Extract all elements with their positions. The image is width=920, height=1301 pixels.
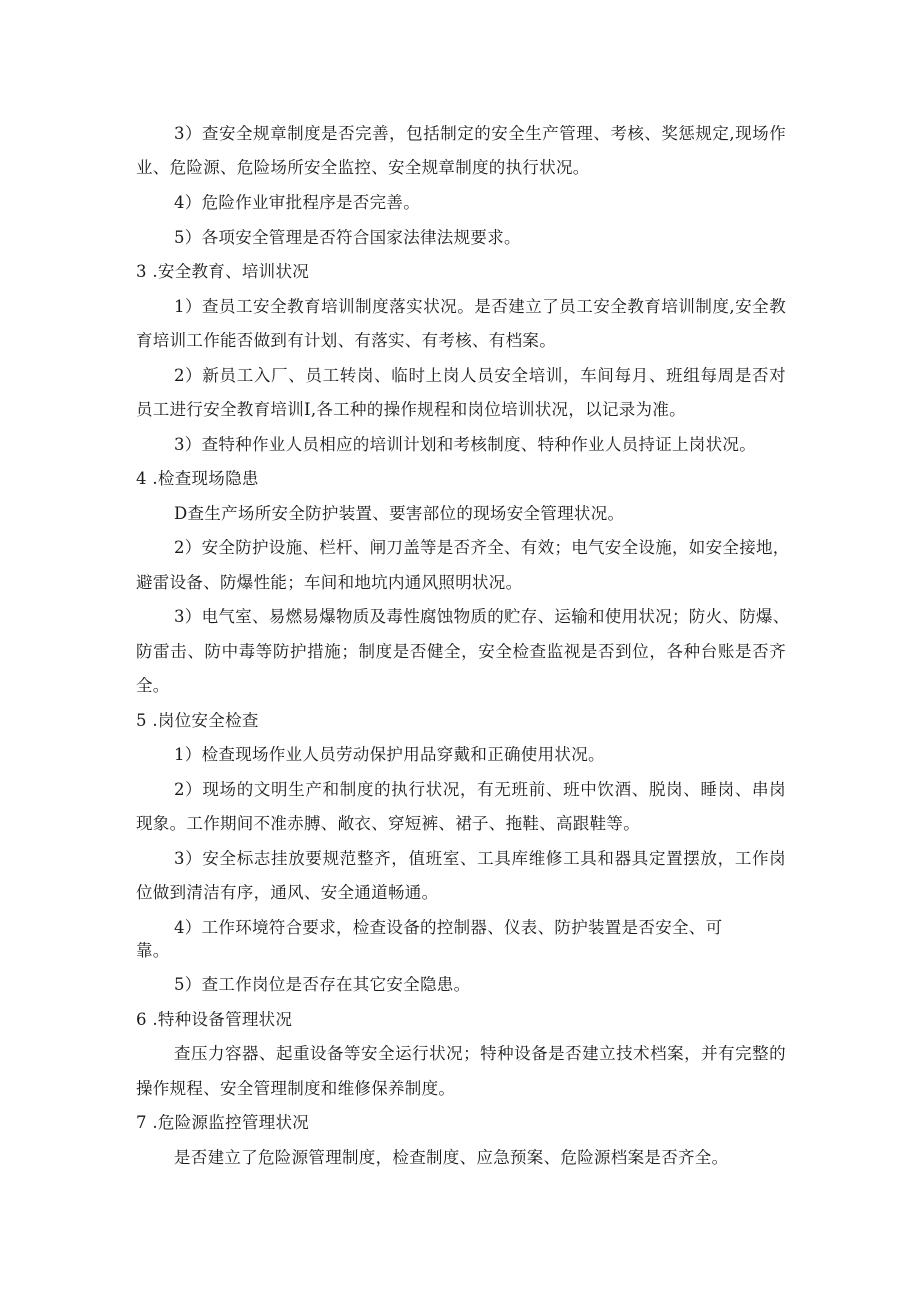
section-heading: 5 .岗位安全检查 (136, 711, 259, 730)
paragraph-line: 是否建立了危险源管理制度，检查制度、应急预案、危险源档案是否齐全。 (174, 1148, 729, 1167)
paragraph-line: 育培训工作能否做到有计划、有落实、有考核、有档案。 (136, 331, 556, 350)
paragraph-line: 5）各项安全管理是否符合国家法律法规要求。 (174, 228, 521, 247)
paragraph-line: D查生产场所安全防护装置、要害部位的现场安全管理状况。 (174, 504, 625, 523)
paragraph-line: 3）电气室、易燃易爆物质及毒性腐蚀物质的贮存、运输和使用状况；防火、防爆、 (174, 607, 790, 626)
section-heading: 7 .危险源监控管理状况 (136, 1113, 310, 1132)
paragraph-line: 靠。 (136, 941, 170, 960)
paragraph-line: 4）危险作业审批程序是否完善。 (174, 193, 420, 212)
paragraph-line: 操作规程、安全管理制度和维修保养制度。 (136, 1079, 456, 1098)
paragraph-line: 1）查员工安全教育培训制度落实状况。是否建立了员工安全教育培训制度,安全教 (174, 297, 786, 316)
paragraph-line: 位做到清洁有序，通风、安全通道畅通。 (136, 883, 439, 902)
section-heading: 3 .安全教育、培训状况 (136, 262, 310, 281)
paragraph-line: 2）新员工入厂、员工转岗、临时上岗人员安全培训，车间每月、班组每周是否对 (174, 366, 786, 385)
paragraph-line: 防雷击、防中毒等防护措施；制度是否健全，安全检查监视是否到位，各种台账是否齐 (136, 642, 786, 661)
paragraph-line: 4）工作环境符合要求，检查设备的控制器、仪表、防护装置是否安全、可 (174, 918, 723, 937)
paragraph-line: 3）查安全规章制度是否完善，包括制定的安全生产管理、考核、奖惩规定,现场作 (174, 124, 786, 143)
paragraph-line: 业、危险源、危险场所安全监控、安全规章制度的执行状况。 (136, 158, 590, 177)
paragraph-line: 3）查特种作业人员相应的培训计划和考核制度、特种作业人员持证上岗状况。 (174, 435, 756, 454)
paragraph-line: 2）安全防护设施、栏杆、闸刀盖等是否齐全、有效；电气安全设施，如安全接地， (174, 538, 790, 557)
paragraph-line: 员工进行安全教育培训I,各工种的操作规程和岗位培训状况，以记录为准。 (136, 400, 686, 419)
paragraph-line: 3）安全标志挂放要规范整齐，值班室、工具库维修工具和器具定置摆放，工作岗 (174, 849, 786, 868)
paragraph-line: 现象。工作期间不准赤膊、敞衣、穿短裤、裙子、拖鞋、高跟鞋等。 (136, 814, 640, 833)
paragraph-line: 查压力容器、起重设备等安全运行状况；特种设备是否建立技术档案，并有完整的 (174, 1044, 786, 1063)
paragraph-line: 5）查工作岗位是否存在其它安全隐患。 (174, 975, 471, 994)
paragraph-line: 全。 (136, 676, 170, 695)
paragraph-line: 避雷设备、防爆性能；车间和地坑内通风照明状况。 (136, 573, 523, 592)
section-heading: 4 .检查现场隐患 (136, 469, 259, 488)
paragraph-line: 1）检查现场作业人员劳动保护用品穿戴和正确使用状况。 (174, 745, 605, 764)
paragraph-line: 2）现场的文明生产和制度的执行状况，有无班前、班中饮酒、脱岗、睡岗、串岗 (174, 780, 786, 799)
section-heading: 6 .特种设备管理状况 (136, 1010, 293, 1029)
